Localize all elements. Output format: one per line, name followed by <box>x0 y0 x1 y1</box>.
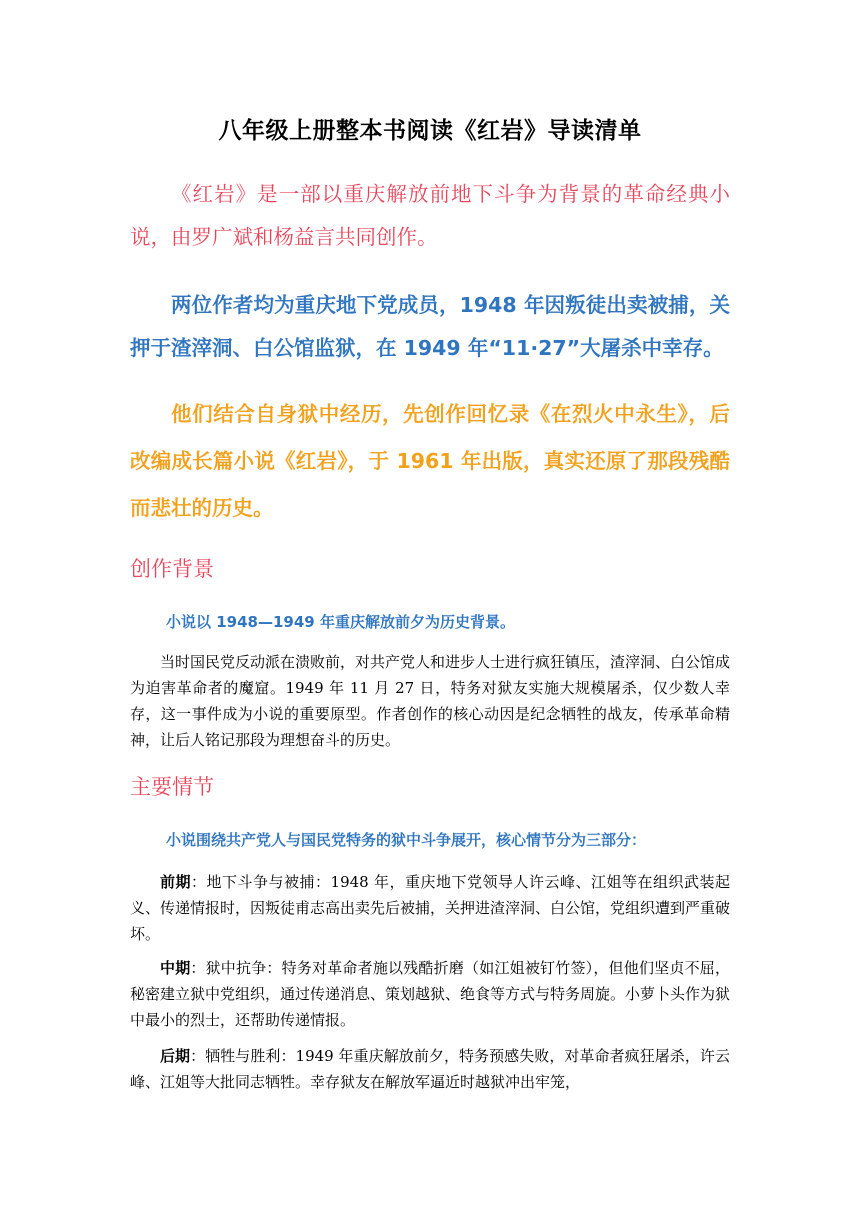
plot-late-paragraph <box>130 1043 730 1095</box>
plot-summary: 小说围绕共产党人与国民党特务的狱中斗争展开，核心情节分为三部分： <box>166 831 647 849</box>
intro-paragraph-red: 《红岩》是一部以重庆解放前地下斗争为背景的革命经典小说，由罗广斌和杨益言共同创作。 <box>130 182 730 249</box>
page-title: 八年级上册整本书阅读《红岩》导读清单 <box>218 118 642 144</box>
intro-paragraph-orange: 他们结合自身狱中经历，先创作回忆录《在烈火中永生》，后改编成长篇小说《红岩》，于 1961 年出版，真实还原了那段残酷而悲壮的历史。 <box>130 402 730 520</box>
plot-late-label: 后期 <box>160 1047 191 1065</box>
plot-early-text: ：地下斗争与被捕：1948 年，重庆地下党领导人许云峰、江姐等在组织武装起义、传递情报时，因叛徒甫志高出卖先后被捕，关押进渣滓洞、白公馆，党组织遭到严重破坏。 <box>130 873 731 943</box>
plot-mid-label: 中期 <box>160 959 191 977</box>
plot-early-label: 前期 <box>160 873 192 891</box>
plot-mid-paragraph <box>130 955 730 1033</box>
plot-mid-text: ：狱中抗争：特务对革命者施以残酷折磨（如江姐被钉竹签），但他们坚贞不屈，秘密建立狱中党组织，通过传递消息、策划越狱、绝食等方式与特务周旋。小萝卜头作为狱中最小的烈士，还帮助传递情报。 <box>130 959 731 1029</box>
section-heading-background: 创作背景 <box>130 557 214 581</box>
plot-early-paragraph <box>130 869 730 947</box>
background-summary: 小说以 1948—1949 年重庆解放前夕为历史背景。 <box>166 613 515 631</box>
background-body: 当时国民党反动派在溃败前，对共产党人和进步人士进行疯狂镇压，渣滓洞、白公馆成为迫害革命者的魔窟。1949 年 11 月 27 日，特务对狱友实施大规模屠杀，仅少数人幸存，这一事件成为小说的重要原型。作者创作的核心动因是纪念牺牲的战友，传承革命精神，让后人铭记那段为理想奋斗的历史。 <box>130 653 731 749</box>
intro-paragraph-blue: 两位作者均为重庆地下党成员，1948 年因叛徒出卖被捕，关押于渣滓洞、白公馆监狱，在 1949 年“11·27”大屠杀中幸存。 <box>130 293 730 360</box>
plot-late-text: ：牺牲与胜利：1949 年重庆解放前夕，特务预感失败，对革命者疯狂屠杀，许云峰、江姐等大批同志牺牲。幸存狱友在解放军逼近时越狱冲出牢笼， <box>130 1047 730 1091</box>
section-heading-plot: 主要情节 <box>130 775 214 799</box>
